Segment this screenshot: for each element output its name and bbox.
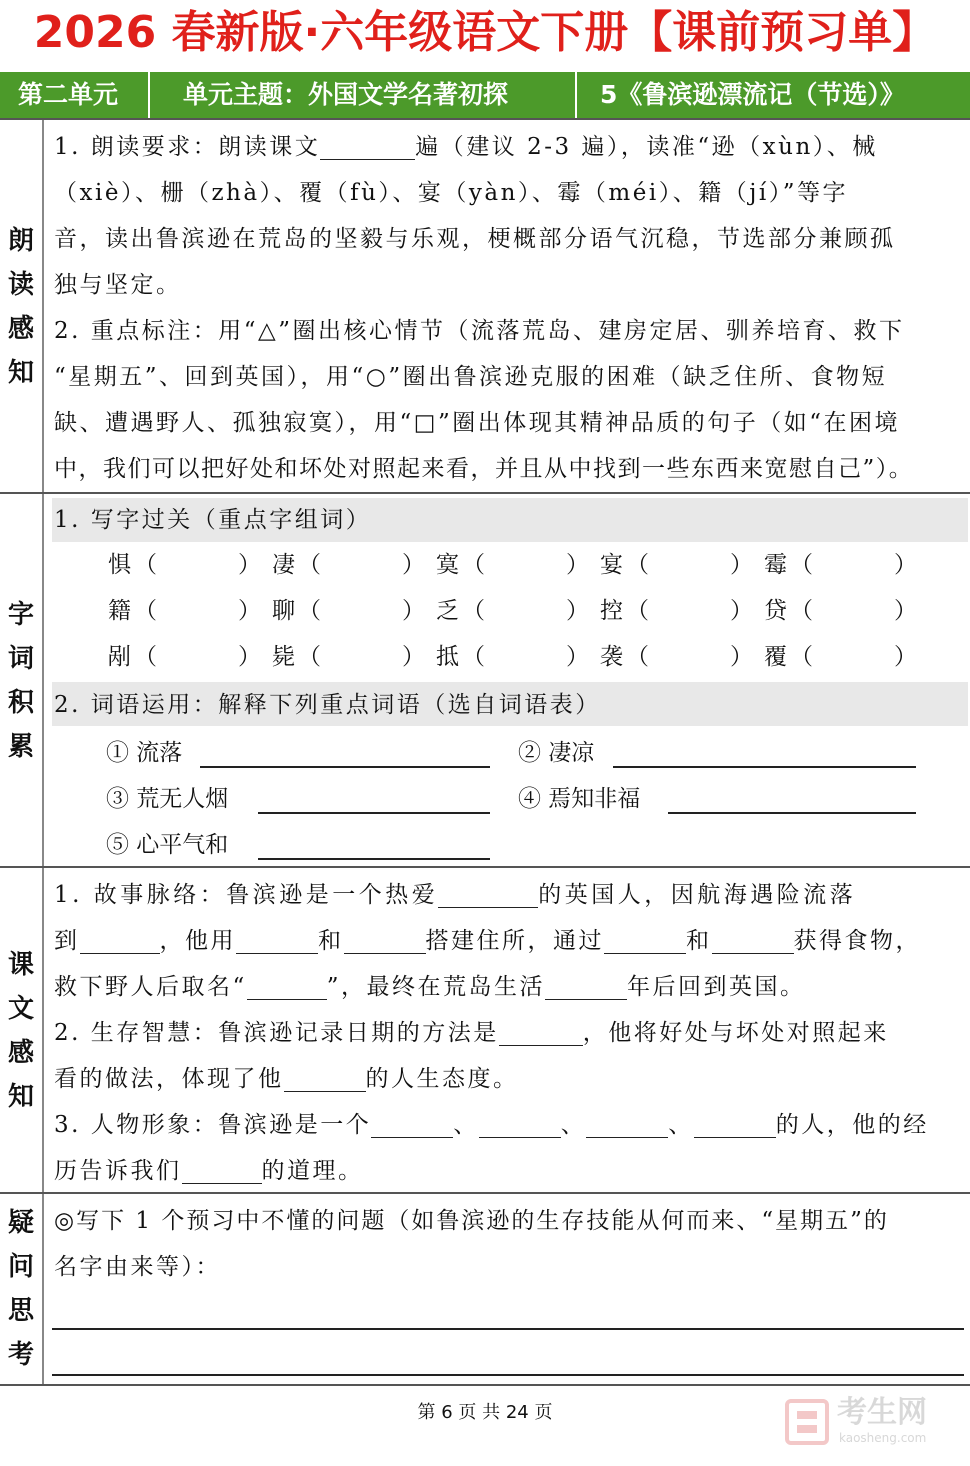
text-line xyxy=(54,964,806,1010)
char-answer-blank[interactable] xyxy=(164,546,234,576)
section-label-reading xyxy=(0,120,44,494)
answer-line[interactable] xyxy=(613,766,916,768)
paren-open: （ xyxy=(626,644,649,670)
paren-open: （ xyxy=(134,552,157,578)
paren-close: ） xyxy=(402,644,425,670)
blank-field[interactable] xyxy=(499,1015,583,1046)
char-answer-blank[interactable] xyxy=(164,638,234,668)
text: 和 xyxy=(686,928,712,954)
paren-open: （ xyxy=(790,644,813,670)
label-char: 问 xyxy=(7,1252,34,1282)
blank-field[interactable] xyxy=(182,1153,262,1184)
blank-field[interactable] xyxy=(371,1107,453,1138)
reading-line: 缺、遭遇野人、孤独寂寞），用“□”圈出体现其精神品质的句子（如“在困境 xyxy=(54,410,901,436)
char-item: 袭 xyxy=(600,644,623,670)
watermark-icon xyxy=(785,1397,829,1447)
blank-field[interactable] xyxy=(344,923,426,954)
blank-field[interactable] xyxy=(247,969,327,1000)
text: 到 xyxy=(54,928,80,954)
label-char: 疑 xyxy=(7,1208,34,1238)
section-label-text xyxy=(0,868,44,1194)
paren-open: （ xyxy=(790,552,813,578)
label-char: 积 xyxy=(7,688,34,718)
answer-line[interactable] xyxy=(668,812,916,814)
text: 和 xyxy=(318,928,344,954)
section-label-question xyxy=(0,1194,44,1384)
char-answer-blank[interactable] xyxy=(656,546,726,576)
label-char: 读 xyxy=(7,270,34,300)
word-5: ⑤ 心平气和 xyxy=(106,832,229,858)
text-line xyxy=(54,1102,929,1148)
char-answer-blank[interactable] xyxy=(820,546,890,576)
label-char: 知 xyxy=(7,1082,34,1112)
text: 历告诉我们 xyxy=(54,1158,182,1184)
paren-open: （ xyxy=(298,644,321,670)
section-vocab xyxy=(0,492,970,868)
blank-field[interactable] xyxy=(320,129,415,160)
text: 1. 朗读要求：朗读课文 xyxy=(54,134,321,160)
label-char: 课 xyxy=(7,950,34,980)
text: 、 xyxy=(668,1112,694,1138)
char-answer-blank[interactable] xyxy=(328,638,398,668)
reading-line xyxy=(54,124,878,170)
paren-open: （ xyxy=(298,598,321,624)
char-item: 霉 xyxy=(764,552,787,578)
text: 、 xyxy=(560,1112,587,1138)
paren-open: （ xyxy=(626,598,649,624)
paren-open: （ xyxy=(134,598,157,624)
text: 2. 生存智慧：鲁滨逊记录日期的方法是 xyxy=(54,1020,499,1046)
text: 的人，他的经 xyxy=(775,1112,929,1138)
reading-line: （xiè）、栅（zhà）、覆（fù）、宴（yàn）、霉（méi）、籍（jí）”等字 xyxy=(54,180,848,206)
paren-open: （ xyxy=(790,598,813,624)
char-item: 贷 xyxy=(764,598,787,624)
paren-close: ） xyxy=(730,598,753,624)
reading-line: 独与坚定。 xyxy=(54,272,182,298)
text-line xyxy=(54,918,921,964)
word-1: ① 流落 xyxy=(106,740,183,766)
reading-line: 2. 重点标注：用“△”圈出核心情节（流落荒岛、建房定居、驯养培育、救下 xyxy=(54,318,905,344)
char-answer-blank[interactable] xyxy=(820,638,890,668)
question-line: 名字由来等）： xyxy=(54,1254,221,1280)
watermark-text: 考生网 xyxy=(837,1395,927,1430)
char-answer-blank[interactable] xyxy=(492,592,562,622)
text-line xyxy=(54,1010,889,1056)
unit-header-bar xyxy=(0,72,970,118)
section-question xyxy=(0,1192,970,1386)
answer-line[interactable] xyxy=(52,1328,964,1330)
blank-field[interactable] xyxy=(586,1107,668,1138)
paren-close: ） xyxy=(566,552,589,578)
char-answer-blank[interactable] xyxy=(492,638,562,668)
paren-close: ） xyxy=(566,644,589,670)
text-line xyxy=(54,872,856,918)
text-line xyxy=(54,1056,519,1102)
paren-close: ） xyxy=(730,552,753,578)
paren-open: （ xyxy=(134,644,157,670)
text: 的英国人，因航海遇险流落 xyxy=(538,882,857,908)
paren-close: ） xyxy=(894,598,917,624)
char-item: 寞 xyxy=(436,552,459,578)
char-item: 剐 xyxy=(108,644,131,670)
answer-line[interactable] xyxy=(258,812,490,814)
blank-field[interactable] xyxy=(712,923,794,954)
text: 获得食物， xyxy=(793,928,921,954)
paren-close: ） xyxy=(566,598,589,624)
answer-line[interactable] xyxy=(200,766,490,768)
blank-field[interactable] xyxy=(694,1107,776,1138)
text: 年后回到英国。 xyxy=(627,974,806,1000)
text: 的人生态度。 xyxy=(365,1066,519,1092)
blank-field[interactable] xyxy=(438,877,538,908)
reading-line: “星期五”、回到英国），用“○”圈出鲁滨逊克服的困难（缺乏住所、食物短 xyxy=(54,364,888,390)
text: ，他将好处与坏处对照起来 xyxy=(582,1020,889,1046)
section-reading xyxy=(0,118,970,494)
answer-line[interactable] xyxy=(52,1374,964,1376)
char-item: 聊 xyxy=(272,598,295,624)
text: 看的做法，体现了他 xyxy=(54,1066,284,1092)
blank-field[interactable] xyxy=(284,1061,366,1092)
blank-field[interactable] xyxy=(545,969,627,1000)
char-item: 凄 xyxy=(272,552,295,578)
label-char: 朗 xyxy=(7,226,34,256)
paren-open: （ xyxy=(298,552,321,578)
text: 的道理。 xyxy=(261,1158,364,1184)
text: 3. 人物形象：鲁滨逊是一个 xyxy=(54,1112,372,1138)
unit-label: 第二单元 xyxy=(18,80,119,109)
paren-open: （ xyxy=(626,552,649,578)
lesson-title: 5《鲁滨逊漂流记（节选）》 xyxy=(600,80,905,109)
word-4: ④ 焉知非福 xyxy=(518,786,641,812)
text: 遍（建议 2-3 遍），读准“逊（xùn）、械 xyxy=(415,134,878,160)
page-title: 2026 春新版·六年级语文下册【课前预习单】 xyxy=(33,7,937,58)
label-char: 考 xyxy=(7,1340,34,1370)
label-char: 字 xyxy=(7,600,34,630)
char-item: 控 xyxy=(600,598,623,624)
text: 1. 故事脉络：鲁滨逊是一个热爱 xyxy=(54,882,439,908)
label-char: 思 xyxy=(7,1296,34,1326)
blank-field[interactable] xyxy=(604,923,686,954)
text: 搭建住所，通过 xyxy=(425,928,604,954)
question-line: ◎写下 1 个预习中不懂的问题（如鲁滨逊的生存技能从何而来、“星期五”的 xyxy=(54,1208,889,1234)
char-answer-blank[interactable] xyxy=(492,546,562,576)
char-answer-blank[interactable] xyxy=(656,592,726,622)
blank-field[interactable] xyxy=(236,923,318,954)
char-item: 乏 xyxy=(436,598,459,624)
watermark-url: kaosheng.com xyxy=(839,1431,927,1445)
section-text xyxy=(0,866,970,1194)
label-char: 累 xyxy=(7,732,34,762)
paren-open: （ xyxy=(462,552,485,578)
label-char: 文 xyxy=(7,994,34,1024)
watermark-logo xyxy=(785,1395,955,1450)
paren-open: （ xyxy=(462,644,485,670)
text: ，他用 xyxy=(159,928,236,954)
vocab-q1: 1. 写字过关（重点字组词） xyxy=(54,507,372,533)
section-label-vocab xyxy=(0,494,44,868)
char-answer-blank[interactable] xyxy=(328,546,398,576)
word-2: ② 凄凉 xyxy=(518,740,595,766)
reading-line: 中，我们可以把好处和坏处对照起来看，并且从中找到一些东西来宽慰自己”）。 xyxy=(54,456,914,482)
char-item: 抵 xyxy=(436,644,459,670)
paren-close: ） xyxy=(402,552,425,578)
char-item: 宴 xyxy=(600,552,623,578)
paren-close: ） xyxy=(894,552,917,578)
char-answer-blank[interactable] xyxy=(820,592,890,622)
header-divider xyxy=(575,72,577,118)
text-line xyxy=(54,1148,364,1194)
char-answer-blank[interactable] xyxy=(328,592,398,622)
label-char: 知 xyxy=(7,358,34,388)
unit-theme: 单元主题：外国文学名著初探 xyxy=(183,80,509,109)
text: 救下野人后取名“ xyxy=(54,974,247,1000)
vocab-q2: 2. 词语运用：解释下列重点词语（选自词语表） xyxy=(54,692,601,718)
paren-close: ） xyxy=(402,598,425,624)
word-3: ③ 荒无人烟 xyxy=(106,786,229,812)
char-item: 毙 xyxy=(272,644,295,670)
char-item: 惧 xyxy=(108,552,131,578)
reading-line: 音，读出鲁滨逊在荒岛的坚毅与乐观，梗概部分语气沉稳，节选部分兼顾孤 xyxy=(54,226,896,252)
blank-field[interactable] xyxy=(80,923,160,954)
text: 、 xyxy=(453,1112,479,1138)
paren-close: ） xyxy=(238,644,261,670)
paren-close: ） xyxy=(730,644,753,670)
char-item: 覆 xyxy=(764,644,787,670)
paren-close: ） xyxy=(238,552,261,578)
paren-close: ） xyxy=(238,598,261,624)
char-answer-blank[interactable] xyxy=(164,592,234,622)
paren-close: ） xyxy=(894,644,917,670)
page-number: 第 6 页 共 24 页 xyxy=(417,1402,553,1423)
label-char: 感 xyxy=(7,314,34,344)
label-char: 感 xyxy=(7,1038,34,1068)
char-answer-blank[interactable] xyxy=(656,638,726,668)
label-char: 词 xyxy=(7,644,34,674)
blank-field[interactable] xyxy=(479,1107,561,1138)
text: ”，最终在荒岛生活 xyxy=(326,974,546,1000)
header-divider xyxy=(148,72,150,118)
paren-open: （ xyxy=(462,598,485,624)
answer-line[interactable] xyxy=(258,858,490,860)
char-item: 籍 xyxy=(108,598,131,624)
